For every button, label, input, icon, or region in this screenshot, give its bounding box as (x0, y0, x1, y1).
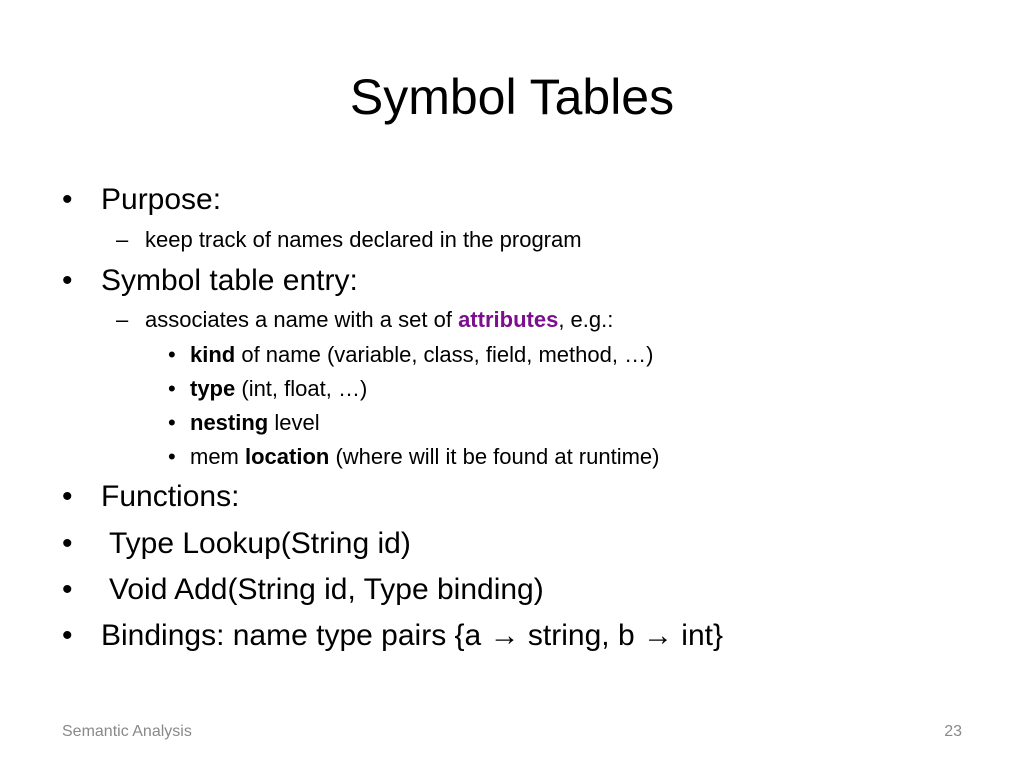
attribute-location-text: (where will it be found at runtime) (329, 444, 660, 469)
bullet-dot: • (168, 376, 176, 401)
attribute-kind (190, 341, 653, 369)
functions-label: Functions: (101, 480, 240, 513)
attribute-kind-text: of name (variable, class, field, method, …) (235, 342, 654, 367)
bindings-label: Bindings: name type pairs {a (101, 619, 490, 652)
attribute-type-bold: type (190, 376, 236, 401)
attributes-highlight: attributes (458, 307, 559, 332)
bindings-end: int} (672, 619, 724, 652)
bullet-dot: • (168, 410, 176, 435)
bindings-line (101, 618, 723, 654)
entry-sub-pre: associates a name with a set of (145, 307, 459, 332)
attribute-location-pre: mem (190, 444, 245, 469)
page-number: 23 (944, 723, 962, 740)
bullet-dot: • (168, 444, 176, 469)
bullet-dash: – (116, 307, 129, 332)
purpose-label: Purpose: (101, 183, 222, 216)
attribute-type (190, 375, 367, 403)
bullet-dot: • (62, 527, 73, 560)
entry-sub (145, 306, 613, 334)
entry-label: Symbol table entry: (101, 264, 358, 297)
attribute-nesting-bold: nesting (190, 410, 269, 435)
attribute-kind-bold: kind (190, 342, 236, 367)
attribute-nesting-text: level (268, 410, 320, 435)
attribute-type-text: (int, float, …) (235, 376, 368, 401)
attribute-nesting (190, 409, 320, 437)
footer-label: Semantic Analysis (62, 723, 192, 740)
attribute-location-bold: location (245, 444, 330, 469)
bullet-dot: • (62, 480, 73, 513)
bullet-dot: • (62, 619, 73, 652)
purpose-sub: keep track of names declared in the program (145, 227, 582, 252)
entry-sub-post: , e.g.: (558, 307, 614, 332)
arrow-icon: → (489, 619, 520, 652)
bullet-dot: • (62, 264, 73, 297)
slide-title: Symbol Tables (349, 69, 675, 125)
bullet-dot: • (168, 342, 176, 367)
arrow-icon: → (642, 619, 673, 652)
bullet-dot: • (62, 183, 73, 216)
function-add: Void Add(String id, Type binding) (109, 573, 544, 606)
function-lookup: Type Lookup(String id) (109, 527, 411, 560)
attribute-location (190, 443, 659, 471)
bullet-dash: – (116, 227, 129, 252)
bullet-dot: • (62, 573, 73, 606)
bindings-middle: string, b (519, 619, 643, 652)
